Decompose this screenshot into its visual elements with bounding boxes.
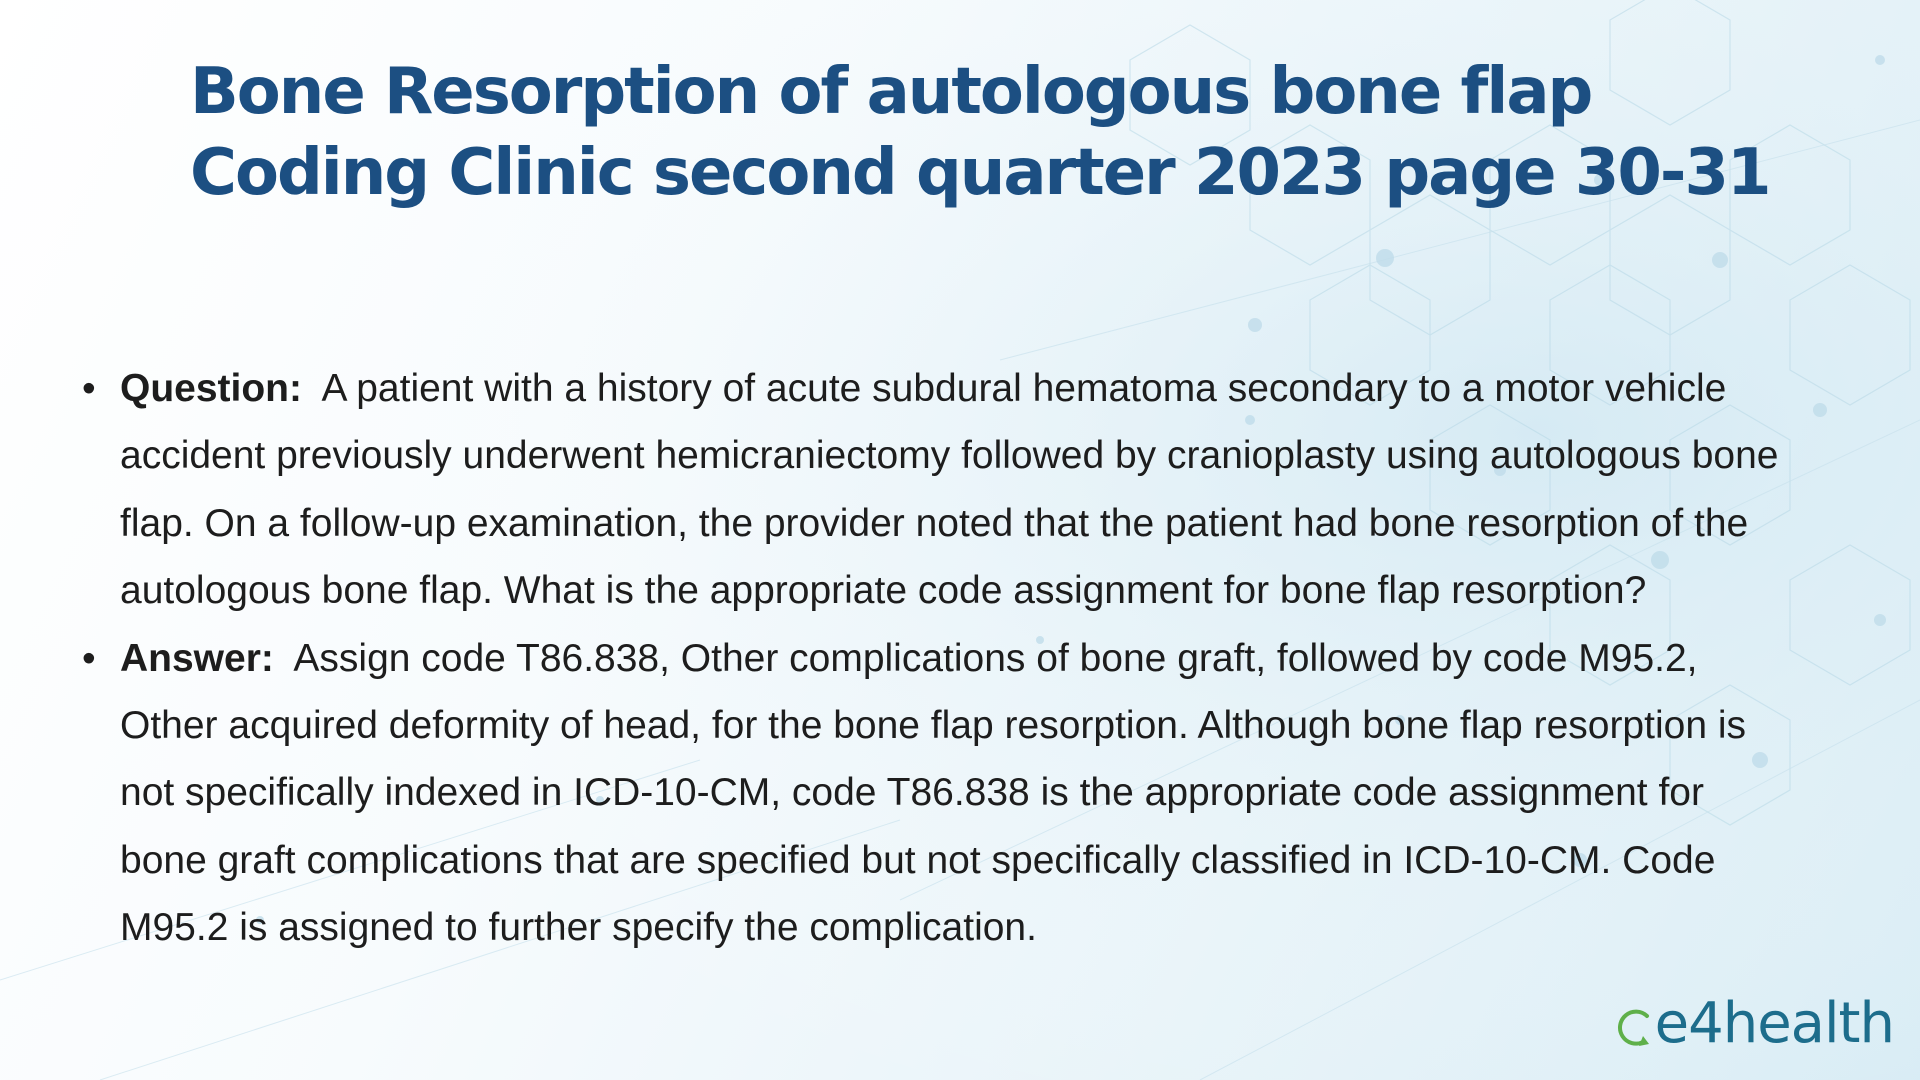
- bullet-answer: [82, 625, 1792, 962]
- question-label: Question:: [120, 367, 302, 410]
- logo-wordmark: 4health: [1688, 991, 1894, 1056]
- question-text: A patient with a history of acute subdural hematoma secondary to a motor vehicle accident previously underwent hemicraniectomy followed by cranioplasty using autologous bone flap. On a follow-up examination, the provider noted that the patient had bone resorption of the autologous bone flap. What is the appropriate code assignment for bone flap resorption?: [120, 367, 1779, 613]
- title-line-2: Coding Clinic second quarter 2023 page 30-31: [190, 136, 1770, 210]
- answer-text: Assign code T86.838, Other complications of bone graft, followed by code M95.2, Other acquired deformity of head, for the bone flap resorption. Although bone flap resorption is not specifically indexed in ICD-10-CM, code T86.838 is the appropriate code assignment for bone graft complications that are specified but not specifically classified in ICD-10-CM. Code M95.2 is assigned to further specify the complication.: [120, 636, 1747, 950]
- bullet-list: [82, 355, 1792, 962]
- bullet-marker: •: [82, 636, 96, 680]
- bullet-question: [82, 355, 1792, 625]
- answer-label: Answer:: [120, 636, 274, 680]
- title-line-1: Bone Resorption of autologous bone flap: [190, 55, 1592, 129]
- logo-letter-e: e: [1654, 991, 1689, 1056]
- e4health-logo: [1613, 991, 1894, 1056]
- recycle-arrow-icon: [1613, 994, 1653, 1054]
- bullet-marker: •: [82, 367, 96, 410]
- slide-title: [190, 52, 1830, 214]
